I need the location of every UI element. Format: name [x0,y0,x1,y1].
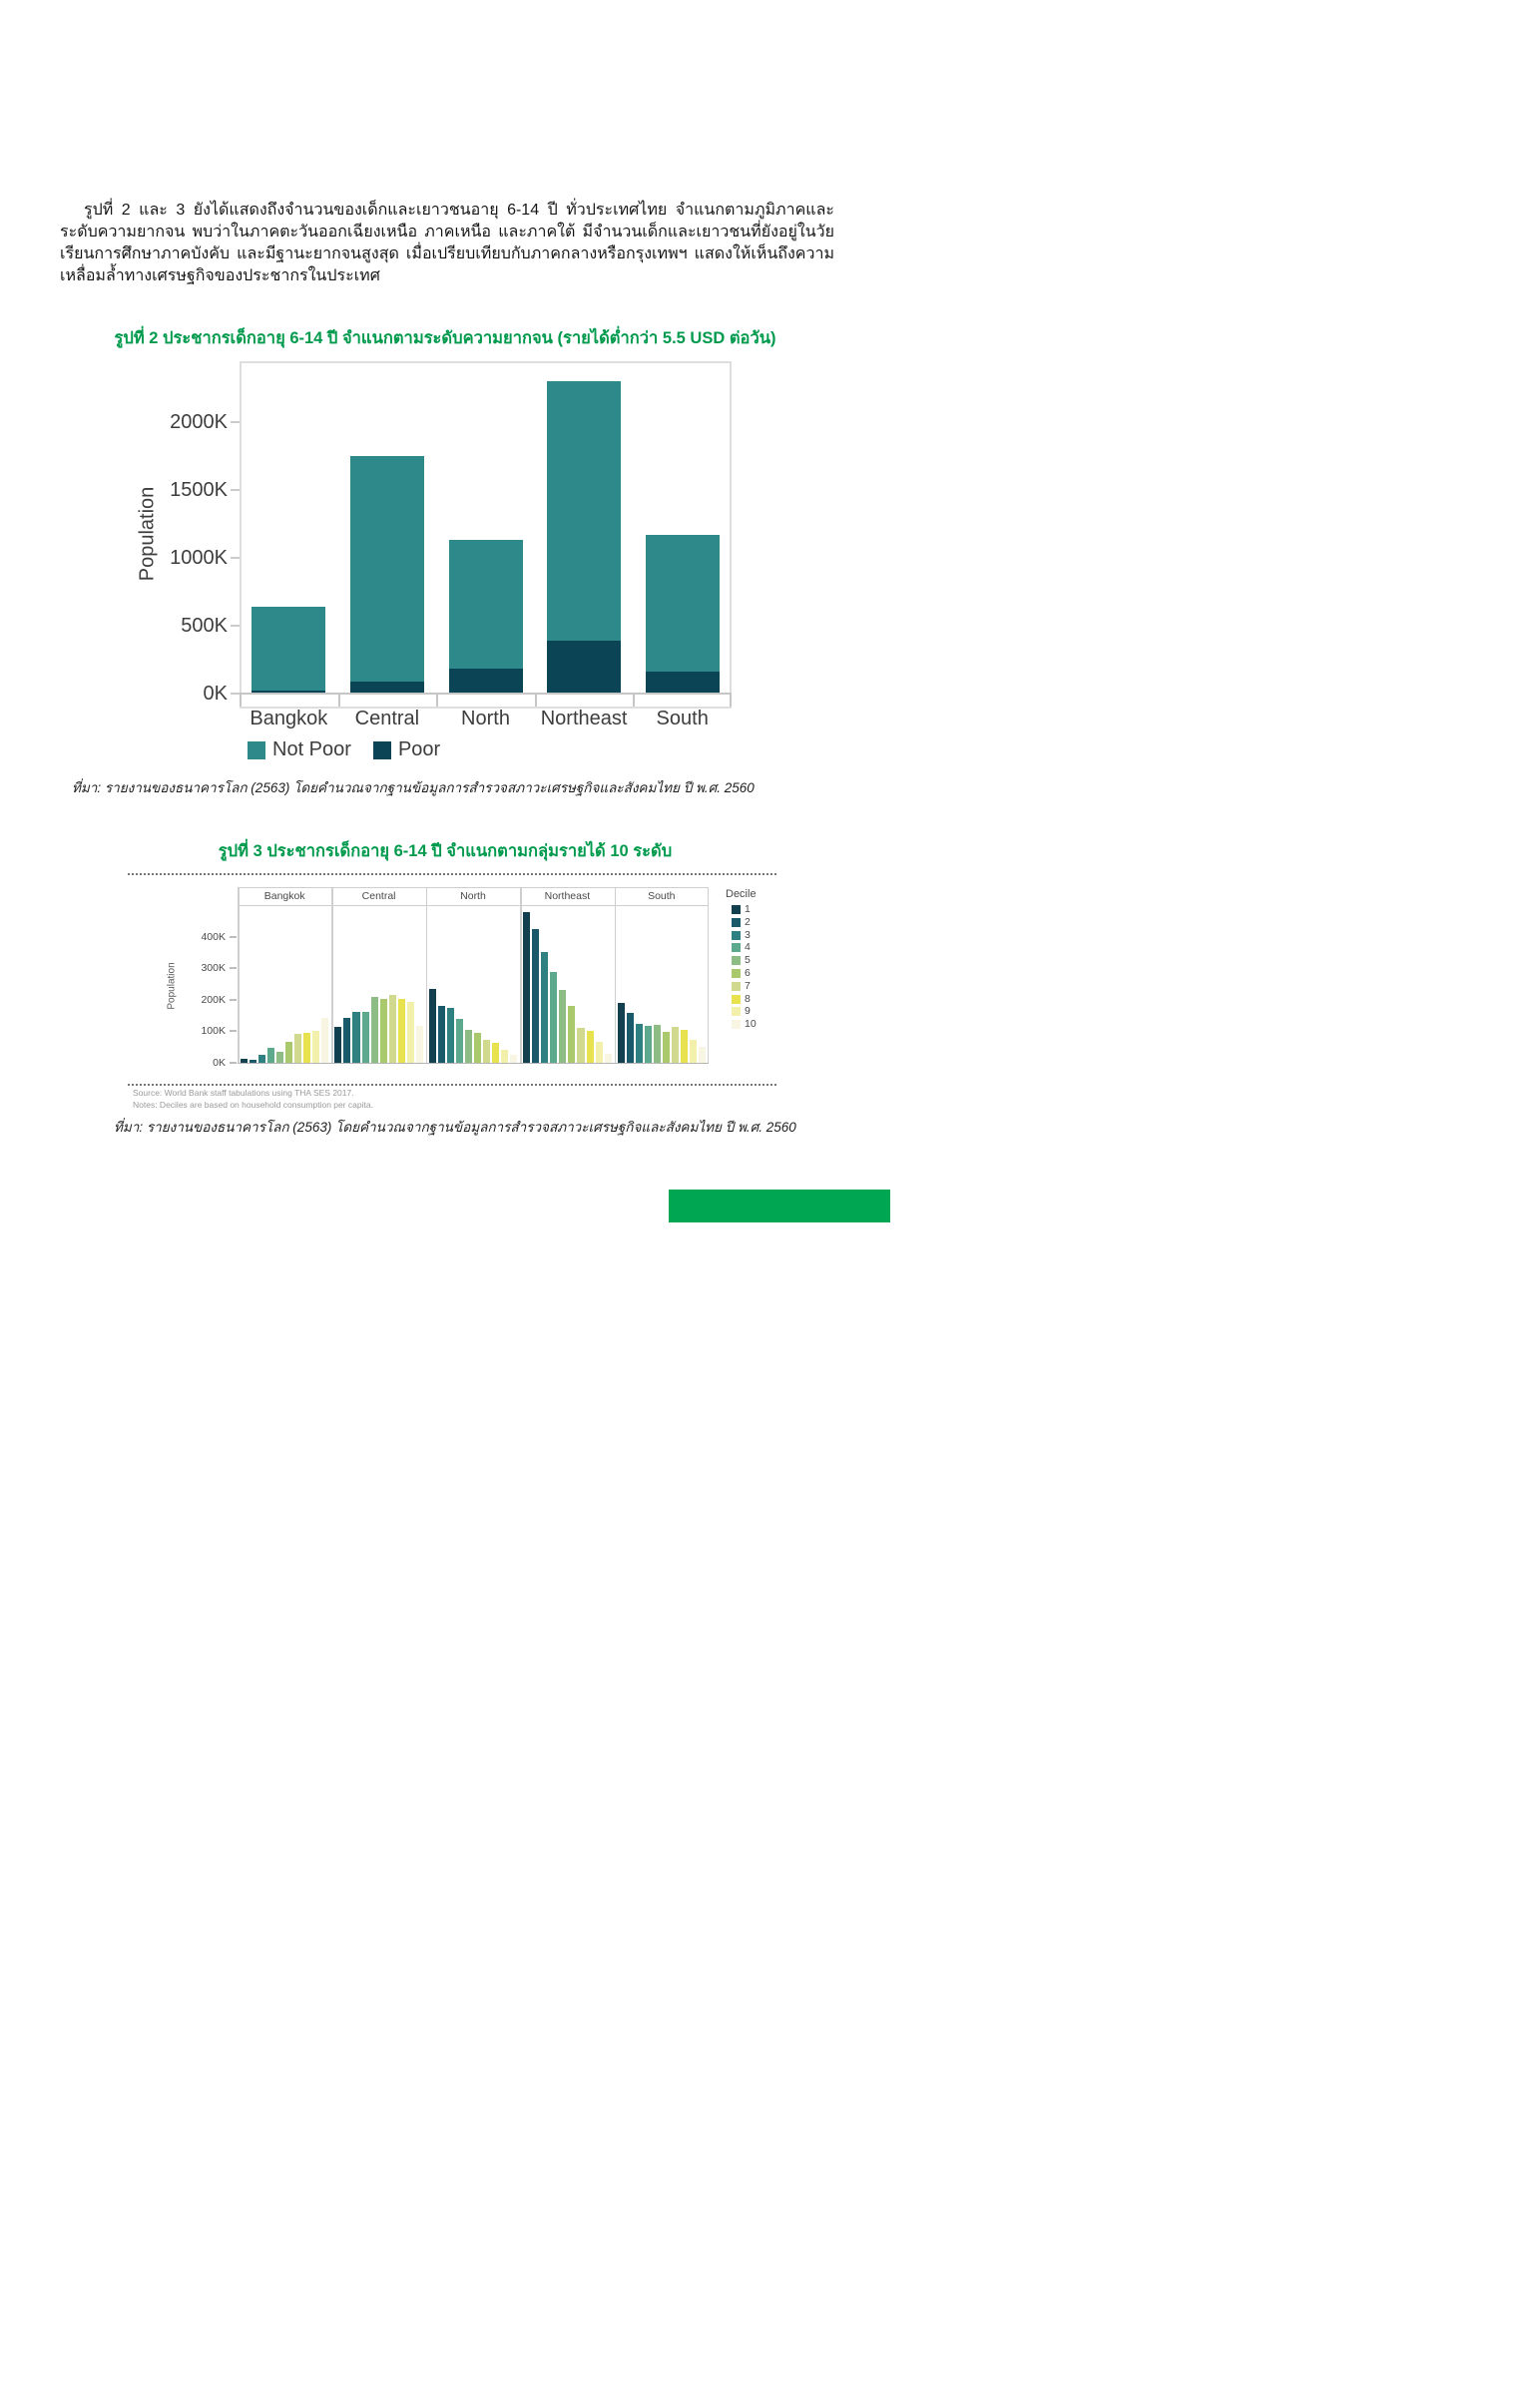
fig2-bar-poor [646,672,720,694]
fig2-x-axis-line [240,693,732,695]
fig3-decile-bar [267,1048,274,1063]
fig3-decile-bar [294,1034,301,1063]
fig3-y-tick-mark [230,1030,237,1032]
fig3-panel-separator [708,887,710,1064]
fig3-decile-bar [362,1012,369,1064]
fig2-y-tick-mark [231,557,240,559]
fig3-panel-header: North [460,890,486,902]
fig2-bar-not-poor [252,607,325,691]
fig3-decile-bar [303,1033,310,1063]
fig3-legend-label: 4 [745,941,751,954]
fig3-decile-bar [672,1027,679,1063]
fig3-decile-bar [416,1026,423,1063]
fig3-decile-bar [474,1033,481,1063]
fig3-decile-bar [483,1040,490,1063]
page-number-badge [669,1190,1511,2399]
fig2-legend-item [373,738,440,761]
fig3-decile-bar [429,989,436,1063]
fig3-decile-bar [587,1031,594,1063]
fig3-panel-separator [615,887,617,1064]
fig2-x-tick-mark [338,694,340,707]
fig3-decile-bar [276,1052,283,1063]
fig3-y-tick-label: 100K [201,1025,226,1038]
fig2-legend-label: Not Poor [272,738,351,760]
fig3-decile-bar [380,999,387,1064]
fig3-dotted-border-bottom [128,1084,776,1086]
fig2-x-tick-mark [633,694,635,707]
fig3-legend-swatch [732,969,741,978]
fig3-legend-swatch [732,943,741,952]
fig3-panel-bars [238,906,331,1063]
fig3-decile-bar [681,1030,688,1063]
fig3-decile-bar [636,1024,643,1064]
fig3-panel-separator [426,887,428,1064]
fig3-y-tick-label: 400K [201,930,226,943]
fig3-x-axis-line [238,1063,709,1065]
fig3-panel-header: South [648,890,676,902]
fig2-legend-swatch [248,741,265,759]
fig3-legend-label: 9 [745,1005,751,1018]
fig3-panel-bars [331,906,425,1063]
page-number: 9 [1503,2384,1511,2399]
fig3-legend-label: 1 [745,903,751,915]
fig3-panel-header: Central [361,890,396,902]
fig3-panel-bars [426,906,520,1063]
body-paragraph: รูปที่ 2 และ 3 ยังได้แสดงถึงจำนวนของเด็กและเยาวชนอายุ 6-14 ปี ทั่วประเทศไทย จำแนกตามภูมิภาคและระดับความยากจน พบว่าในภาคตะวันออกเฉียงเหนือ ภาคเหนือ และภาคใต้ มีจำนวนเด็กและเยาวชนที่ยังอยู่ในวัยเรียนการศึกษาภาคบังคับ และมีฐานะยากจนสูงสุด เมื่อเปรียบเทียบกับภาคกลางหรือกรุงเทพฯ แสดงให้เห็นถึงความเหลื่อมล้ำทางเศรษฐกิจของประชากรในประเทศ [60,202,834,284]
fig3-decile-bar [492,1043,499,1064]
fig3-legend-label: 7 [745,979,751,992]
fig3-legend-swatch [732,1007,741,1016]
fig3-legend-item [732,904,751,915]
fig3-decile-bar [550,972,557,1063]
fig2-x-tick-mark [240,694,242,707]
fig3-dotted-border-top [128,873,776,875]
fig2-y-tick-label: 2000K [170,410,228,433]
fig2-x-tick-mark [535,694,537,707]
fig3-y-tick-label: 200K [201,993,226,1006]
fig3-decile-bar [334,1027,341,1063]
fig3-legend-swatch [732,1020,741,1029]
fig2-y-tick-label: 1000K [170,546,228,569]
fig2-legend-label: Poor [397,738,441,760]
fig3-legend-label: 6 [745,967,751,979]
fig3-y-tick-mark [230,967,237,969]
fig3-legend-label: 10 [745,1018,757,1031]
figure3-title: รูปที่ 3 ประชากรเด็กอายุ 6-14 ปี จำแนกตามกลุ่มรายได้ 10 ระดับ [218,842,673,860]
fig3-legend-item [732,1006,751,1017]
fig3-legend-item [732,917,751,928]
fig2-bar-not-poor [547,381,621,641]
fig3-legend-label: 5 [745,954,751,967]
fig2-y-tick-label: 1500K [170,478,228,501]
fig2-x-tick-mark [730,694,732,707]
fig3-legend-swatch [732,931,741,940]
fig3-decile-bar [371,997,378,1063]
fig3-decile-bar [596,1042,603,1063]
figure2-source: ที่มา: รายงานของธนาคารโลก (2563) โดยคำนวณจากฐานข้อมูลการสำรวจสภาวะเศรษฐกิจและสังคมไทย ปี พ.ศ. 2560 [72,780,755,795]
fig2-x-category-label: Bangkok [250,708,328,729]
fig3-decile-bar [690,1040,697,1063]
figure2-title: รูปที่ 2 ประชากรเด็กอายุ 6-14 ปี จำแนกตามระดับความยากจน (รายได้ต่ำกว่า 5.5 USD ต่อวัน) [114,329,776,347]
fig2-bar-not-poor [646,535,720,673]
fig3-decile-bar [389,995,396,1063]
fig3-y-tick-mark [230,1062,237,1064]
fig3-decile-bar [541,952,548,1063]
fig3-decile-bar [321,1018,328,1063]
fig3-decile-bar [577,1028,584,1063]
fig3-y-tick-mark [230,936,237,938]
fig3-legend-item [732,981,751,992]
fig3-decile-bar [663,1032,670,1063]
fig3-y-axis-label: Population [166,962,178,1010]
fig3-legend-swatch [732,995,741,1004]
fig2-bar-poor [449,669,523,694]
fig3-panel-separator [520,887,522,1064]
fig2-y-tick-label: 500K [181,614,228,637]
fig3-decile-bar [654,1025,661,1063]
fig2-y-tick-label: 0K [203,683,228,705]
fig3-inner-source: Source: World Bank staff tabulations using THA SES 2017. [133,1088,354,1098]
fig3-decile-bar [312,1031,319,1064]
fig2-y-tick-mark [231,625,240,627]
fig3-panel-separator [238,887,240,1064]
fig3-decile-bar [559,990,566,1063]
fig3-decile-bar [398,999,405,1064]
fig3-decile-bar [352,1012,359,1064]
fig3-decile-bar [343,1018,350,1063]
fig3-legend-title: Decile [726,888,757,900]
fig3-decile-bar [456,1019,463,1063]
fig3-panel-header: Bangkok [263,890,305,902]
fig2-y-tick-mark [231,693,240,695]
fig2-y-axis-label: Population [136,486,159,582]
fig3-decile-bar [407,1002,414,1063]
fig2-legend [248,738,440,761]
fig3-legend-item [732,1019,757,1030]
figure3-source: ที่มา: รายงานของธนาคารโลก (2563) โดยคำนวณจากฐานข้อมูลการสำรวจสภาวะเศรษฐกิจและสังคมไทย ปี พ.ศ. 2560 [114,1120,796,1135]
fig2-bar-not-poor [449,540,523,669]
fig3-decile-bar [501,1050,508,1063]
fig3-decile-bar [568,1006,575,1063]
fig3-decile-bar [285,1042,292,1064]
fig2-x-category-label: South [656,708,709,729]
fig3-legend-swatch [732,918,741,927]
fig3-decile-bar [447,1008,454,1063]
fig2-x-category-label: North [461,708,510,729]
fig3-y-tick-mark [230,999,237,1001]
fig3-legend-item [732,968,751,979]
fig3-y-tick-label: 300K [201,962,226,975]
fig3-legend-label: 8 [745,992,751,1005]
fig3-decile-bar [618,1003,625,1063]
fig2-bar-poor [547,641,621,694]
fig2-x-category-label: Central [354,708,420,729]
fig2-legend-swatch [373,741,391,759]
fig3-legend-swatch [732,982,741,991]
fig3-legend-item [732,955,751,966]
fig3-decile-bar [465,1030,472,1063]
fig2-x-category-label: Northeast [540,708,628,729]
fig3-panel-bars [520,906,614,1063]
fig3-legend-item [732,930,751,941]
fig3-decile-bar [523,912,530,1063]
fig3-panel-bars [615,906,709,1063]
fig3-decile-bar [532,929,539,1063]
fig2-y-tick-mark [231,489,240,491]
fig2-legend-item [248,738,351,761]
fig3-decile-bar [627,1013,634,1063]
fig2-y-tick-mark [231,421,240,423]
fig3-decile-bar [438,1006,445,1064]
fig3-legend-item [732,942,751,953]
fig3-inner-notes: Notes: Deciles are based on household consumption per capita. [133,1100,373,1110]
fig3-legend-label: 2 [745,915,751,928]
fig3-decile-bar [645,1026,652,1063]
fig3-legend-swatch [732,956,741,965]
fig3-y-tick-label: 0K [213,1057,226,1069]
fig3-legend-label: 3 [745,928,751,941]
fig2-x-tick-mark [436,694,438,707]
fig3-legend-swatch [732,905,741,914]
fig2-bar-not-poor [350,456,424,682]
fig3-decile-bar [699,1047,706,1063]
fig3-legend-item [732,994,751,1005]
fig3-panel-header: Northeast [544,890,591,902]
fig3-panel-separator [331,887,333,1064]
